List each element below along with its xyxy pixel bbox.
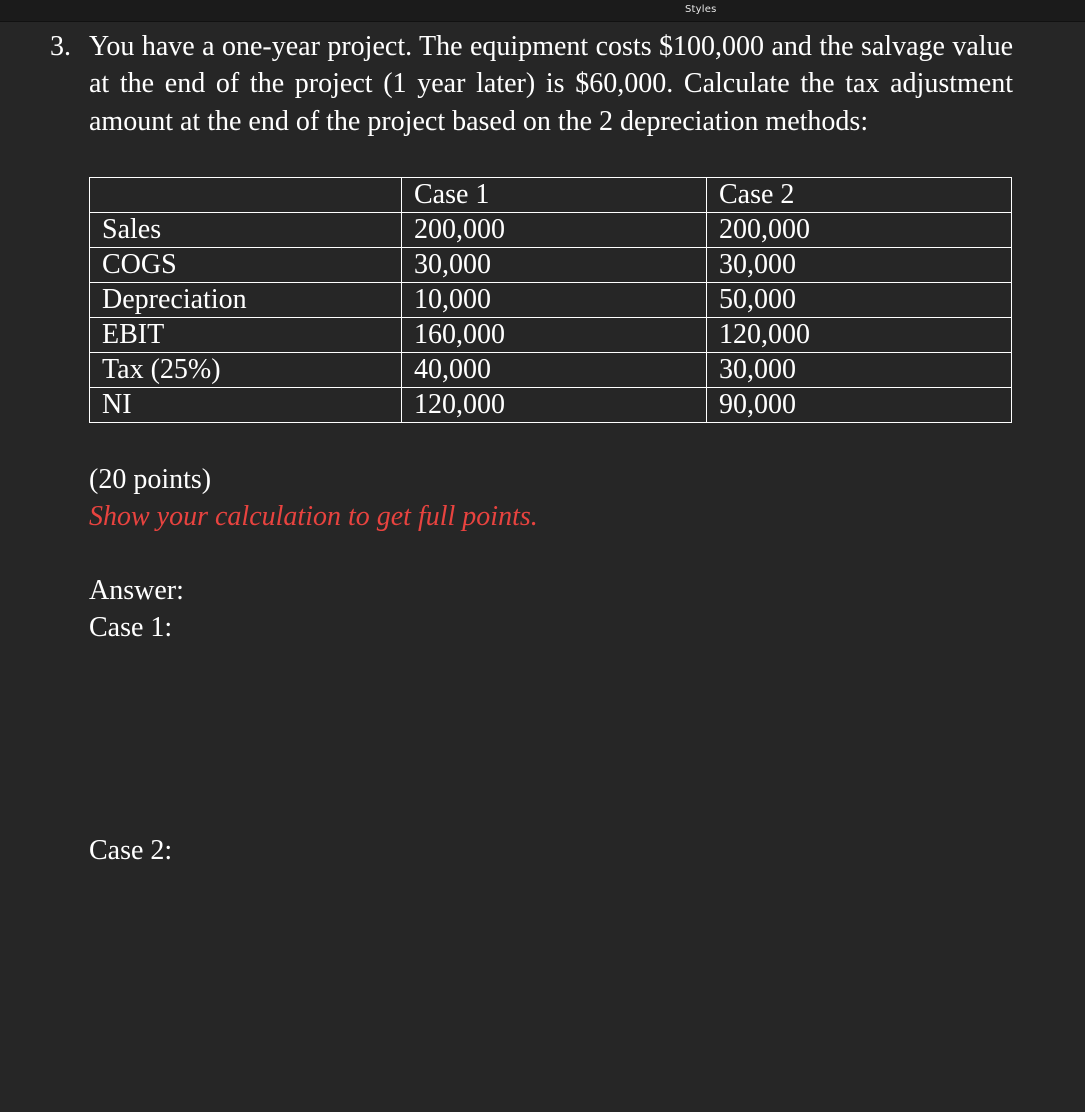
row-label: Tax (25%): [90, 353, 402, 388]
question-number: 3.: [50, 31, 71, 62]
table-row: [90, 318, 1012, 353]
table-row: [90, 353, 1012, 388]
title-bar: [0, 0, 1085, 22]
case1-value: 30,000: [402, 248, 707, 283]
case2-answer-label: Case 2:: [89, 835, 173, 866]
case1-value: 200,000: [402, 213, 707, 248]
row-label: Depreciation: [90, 283, 402, 318]
row-label: NI: [90, 388, 402, 423]
case1-value: 120,000: [402, 388, 707, 423]
case2-value: 90,000: [707, 388, 1012, 423]
table-row: [90, 248, 1012, 283]
case2-value: 30,000: [707, 353, 1012, 388]
case2-value: 200,000: [707, 213, 1012, 248]
row-label: Sales: [90, 213, 402, 248]
case2-value: 30,000: [707, 248, 1012, 283]
window-title: Styles: [685, 4, 717, 15]
table-header-case1: Case 1: [402, 178, 707, 213]
points-label: (20 points): [89, 464, 212, 495]
table-header-row: [90, 178, 1012, 213]
case2-value: 120,000: [707, 318, 1012, 353]
table-header-case2: Case 2: [707, 178, 1012, 213]
case1-answer-label: Case 1:: [89, 612, 173, 643]
table-header-cell: [90, 178, 402, 213]
instruction-text: Show your calculation to get full points.: [89, 501, 538, 532]
table-row: [90, 388, 1012, 423]
table-row: [90, 283, 1012, 318]
answer-heading: Answer:: [89, 575, 184, 606]
table-row: [90, 213, 1012, 248]
row-label: COGS: [90, 248, 402, 283]
case1-value: 10,000: [402, 283, 707, 318]
case1-value: 160,000: [402, 318, 707, 353]
case2-value: 50,000: [707, 283, 1012, 318]
case1-value: 40,000: [402, 353, 707, 388]
row-label: EBIT: [90, 318, 402, 353]
question: [50, 28, 1013, 140]
question-text: You have a one-year project. The equipment costs $100,000 and the salvage value at the end of the project (1 year later) is $60,000. Calculate the tax adjustment amount at the end of the project based on the 2 depreciation methods:: [89, 31, 1013, 137]
income-statement-table: [89, 177, 1012, 423]
